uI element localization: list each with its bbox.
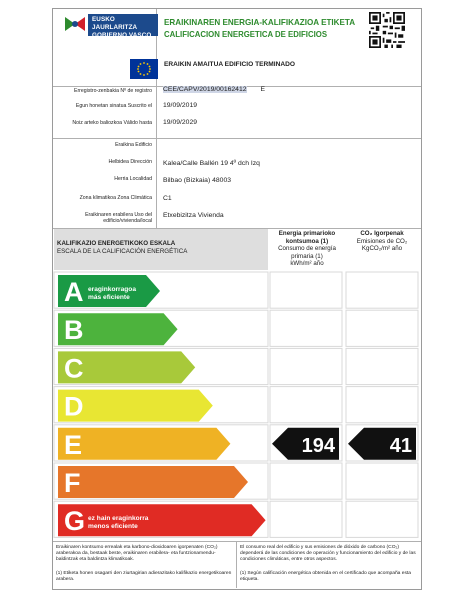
energy-cell <box>270 463 342 499</box>
co2-cell <box>346 387 418 423</box>
issue-date-label: Egun honetan sinatua Suscrito el <box>75 103 152 109</box>
rating-letter-b: B <box>64 315 84 346</box>
bottom-band-label-basque: ez hain eraginkorra <box>88 515 149 522</box>
rating-letter-f: F <box>64 468 81 498</box>
co2-cell <box>346 348 418 384</box>
label-title-basque: ERAIKINAREN ENERGIA-KALIFIKAZIOA ETIKETA <box>164 18 356 27</box>
energy-cell <box>270 387 342 423</box>
top-band-label <box>88 286 136 302</box>
rating-letter-g: G <box>64 506 86 537</box>
energy-cell <box>270 310 342 346</box>
rating-letter-a: A <box>64 277 84 307</box>
label-title-spanish: CALIFICACION ENERGETICA DE EDIFICIOS <box>164 30 328 39</box>
energy-cell <box>270 272 342 308</box>
energy-consumption-marker-value: 194 <box>301 434 335 457</box>
scale-heading-spanish: ESCALA DE LA CALIFICACIÓN ENERGÉTICA <box>57 248 188 255</box>
rating-letter-d: D <box>64 391 84 422</box>
climate-zone-label: Zona klimatikoa Zona Climática <box>79 195 152 201</box>
co2-emissions-marker-value: 41 <box>389 434 412 457</box>
co2-column-spanish: Emisiones de CO₂ <box>356 237 408 245</box>
co2-cell <box>346 463 418 499</box>
energy-column-spanish: Consumo de energía primaria (1) <box>278 245 336 260</box>
energy-column-unit: kWh/m² año <box>290 260 324 268</box>
bottom-band-label-spanish: menos eficiente <box>88 523 138 530</box>
energy-column-basque: Energia primarioko kontsumoa (1) <box>278 230 336 245</box>
rating-letter-e: E <box>64 429 83 460</box>
co2-cell <box>346 501 418 537</box>
rating-band-f <box>58 466 248 498</box>
valid-until-date: 19/09/2029 <box>163 119 198 126</box>
climate-zone: C1 <box>163 195 172 202</box>
scale-heading-basque: KALIFIKAZIO ENERGETIKOKO ESKALA <box>57 240 176 247</box>
energy-cell <box>270 348 342 384</box>
valid-until-label: Noiz arteko baliozkoa Válido hasta <box>72 120 152 126</box>
address: Kalea/Calle Ballén 19 4º dch Izq <box>163 160 260 167</box>
footer-note-basque: Eraikinaren kontsumo errealak eta karbono-dioxidoaren igorpenaten (CO₂) araberakoa da, bestaak beste, eraikinaren erabilera- eta funtzionamendu-baldintzak eta baldintza klimatikoak. <box>56 545 218 562</box>
building-use-label: Eraikinaren erabilera Uso del edificio/vivienda/local <box>85 212 152 225</box>
top-band-label-basque: eraginkorragoa <box>88 286 137 293</box>
government-name: EUSKO JAURLARITZA GOBIERNO VASCO <box>88 14 158 36</box>
rating-band-e <box>58 428 230 460</box>
footer-note-spanish: El consumo real del edificio y sus emisiones de dióxido de carbono (CO₂) dependerá de las condiciones de operación y funcionamiento del edificio y de las condiciones climáticas, entre otros aspectos. <box>240 545 416 562</box>
footer-reference-basque: (1) Etiketa honen osagarri den ziurtagirian adierazitako kalifikazio energetikoaren arabera. <box>56 571 232 582</box>
co2-column-basque: CO₂ Igorpenak <box>360 230 404 237</box>
co2-column-unit: KgCO₂/m² año <box>361 245 403 253</box>
building-label: Eraikina Edificio <box>115 142 152 148</box>
registry-number-value: CEE/CAPV/2019/00162412 <box>163 86 247 93</box>
building-status: ERAIKIN AMAITUA EDIFICIO TERMINADO <box>164 61 296 68</box>
locality: Bilbao (Bizkaia) 48003 <box>163 177 232 184</box>
bottom-band-label <box>88 515 148 531</box>
locality-label: Herria Localidad <box>114 176 152 182</box>
registry-number-label: Erregistro-zenbakia Nº de registro <box>73 88 152 94</box>
building-use: Etxebizitza Vivienda <box>163 212 224 219</box>
footer-reference-spanish: (1) Según calificación energética obtenida en el certificado que acompaña esta etiqueta. <box>240 571 412 582</box>
energy-cell <box>270 501 342 537</box>
co2-cell <box>346 272 418 308</box>
registry-type: E <box>260 86 266 93</box>
top-band-label-spanish: más eficiente <box>88 294 130 301</box>
rating-letter-c: C <box>64 353 84 384</box>
co2-cell <box>346 310 418 346</box>
address-label: Helbidea Dirección <box>108 159 152 165</box>
issue-date: 19/09/2019 <box>163 102 198 109</box>
